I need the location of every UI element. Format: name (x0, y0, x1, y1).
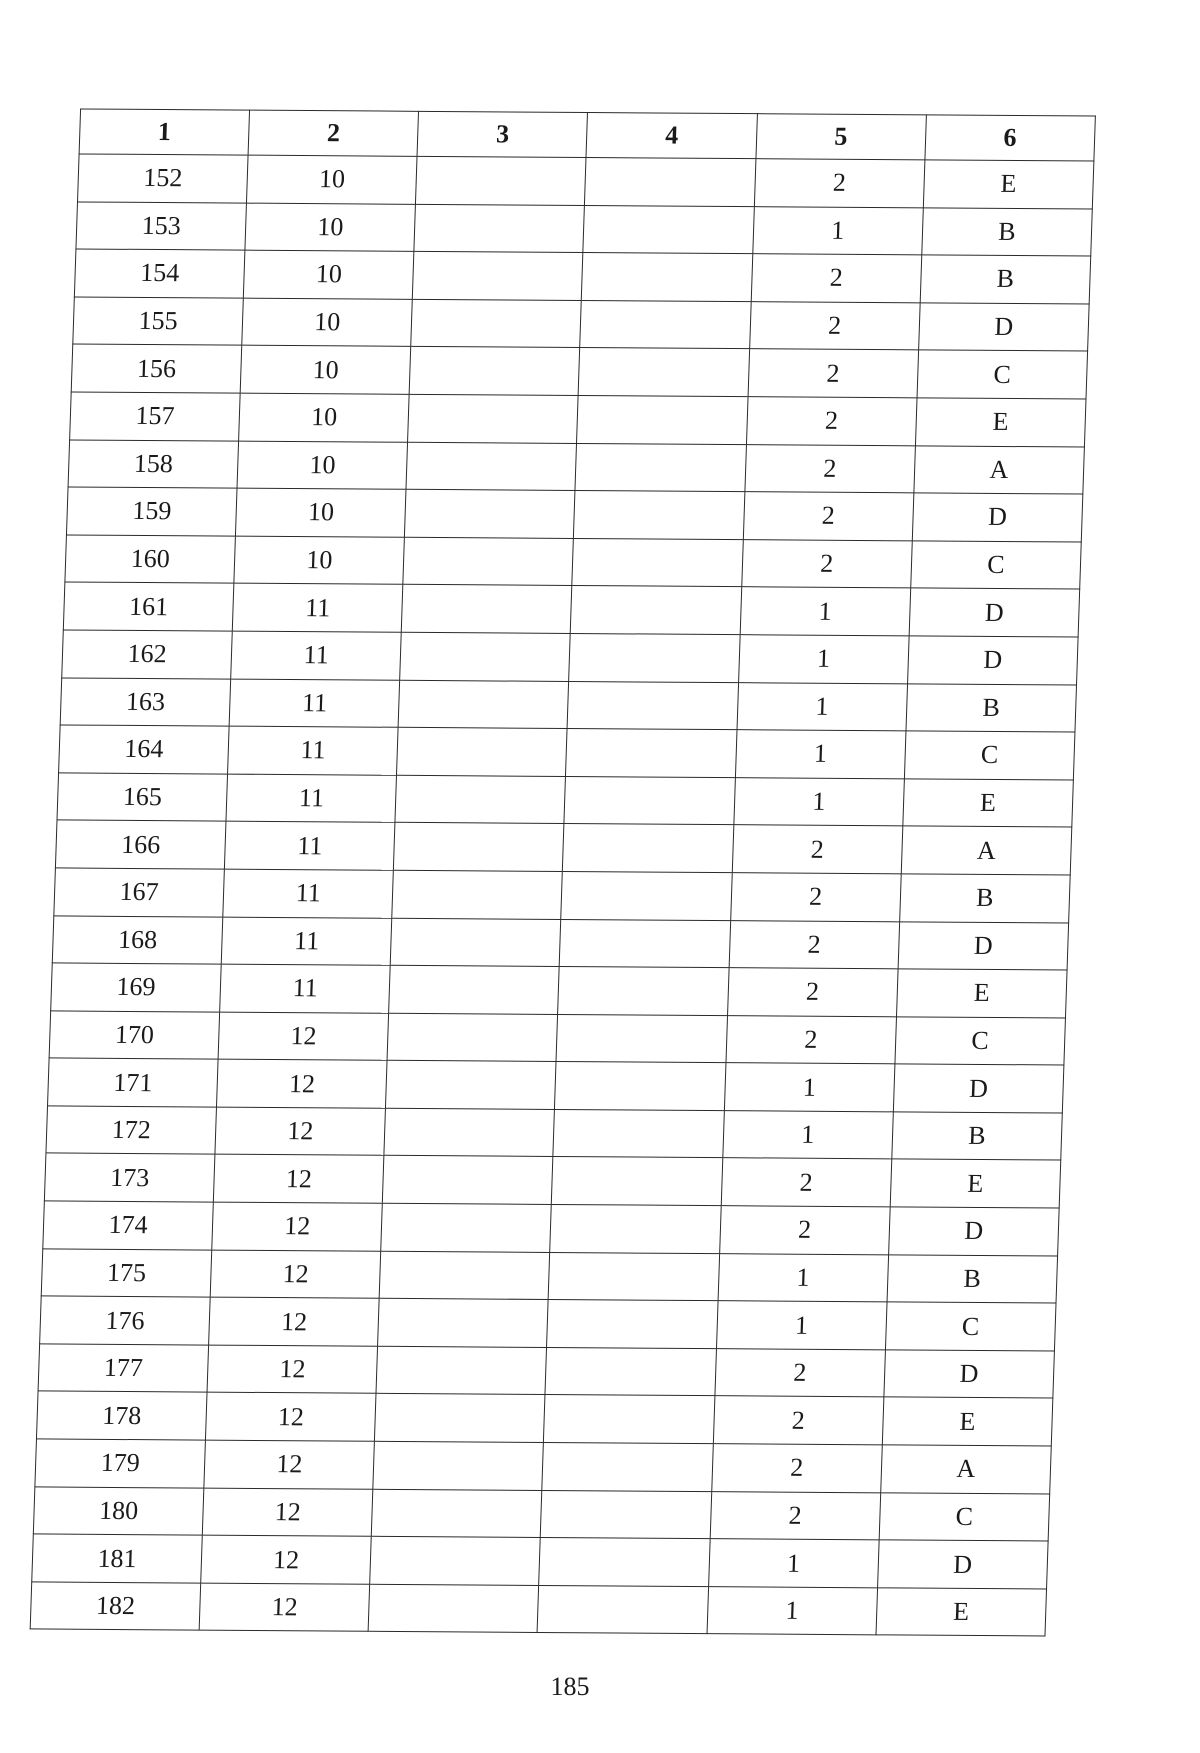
cell-column-4 (563, 824, 734, 873)
cell-column-3 (395, 775, 566, 824)
cell-section: 10 (245, 203, 416, 252)
cell-question-number: 170 (49, 1011, 220, 1060)
cell-section: 12 (199, 1583, 370, 1632)
table-body (30, 154, 1094, 1636)
cell-points: 2 (743, 492, 914, 541)
table-row (66, 487, 1082, 542)
cell-answer: A (881, 1445, 1052, 1494)
cell-answer: A (914, 445, 1085, 494)
cell-section: 12 (201, 1535, 372, 1584)
cell-column-3 (389, 965, 560, 1014)
table-row (33, 1487, 1049, 1542)
cell-question-number: 158 (68, 440, 239, 489)
cell-column-3 (387, 1013, 558, 1062)
cell-section: 11 (229, 679, 400, 728)
table-header (79, 109, 1095, 161)
cell-column-3 (408, 394, 579, 443)
cell-column-4 (539, 1538, 710, 1587)
table-row (36, 1391, 1052, 1446)
cell-section: 12 (202, 1488, 373, 1537)
cell-answer: E (896, 969, 1067, 1018)
cell-column-3 (391, 918, 562, 967)
cell-section: 12 (213, 1155, 384, 1204)
cell-question-number: 181 (32, 1534, 203, 1583)
cell-section: 10 (243, 250, 414, 299)
cell-points: 1 (737, 682, 908, 731)
cell-section: 11 (221, 917, 392, 966)
cell-points: 1 (707, 1586, 878, 1635)
cell-section: 11 (226, 774, 397, 823)
cell-answer: C (917, 350, 1088, 399)
cell-points: 2 (713, 1396, 884, 1445)
cell-points: 2 (730, 873, 901, 922)
table-row (59, 725, 1075, 780)
answer-table-container (30, 108, 1096, 1636)
cell-column-4 (583, 205, 754, 254)
cell-column-3 (414, 204, 585, 253)
cell-answer: D (912, 493, 1083, 542)
cell-points: 1 (724, 1063, 895, 1112)
table-row (57, 773, 1073, 828)
table-row (30, 1582, 1046, 1637)
cell-question-number: 179 (35, 1439, 206, 1488)
cell-column-4 (541, 1490, 712, 1539)
cell-section: 12 (210, 1250, 381, 1299)
cell-question-number: 153 (76, 202, 247, 251)
cell-section: 12 (207, 1345, 378, 1394)
table-row (52, 915, 1068, 970)
table-row (55, 820, 1071, 875)
cell-points: 2 (719, 1206, 890, 1255)
cell-column-4 (549, 1252, 720, 1301)
cell-column-3 (379, 1251, 550, 1300)
cell-column-4 (538, 1585, 709, 1634)
cell-column-3 (386, 1061, 557, 1110)
cell-section: 10 (242, 298, 413, 347)
cell-points: 2 (741, 539, 912, 588)
table-row (71, 344, 1087, 399)
cell-section: 10 (237, 441, 408, 490)
cell-points: 2 (726, 1015, 897, 1064)
cell-answer: B (920, 255, 1091, 304)
cell-points: 2 (749, 301, 920, 350)
page-number: 185 (550, 1672, 590, 1701)
table-row (65, 535, 1081, 590)
cell-section: 10 (247, 155, 418, 204)
cell-section: 12 (217, 1059, 388, 1108)
cell-answer: D (907, 636, 1078, 685)
cell-question-number: 156 (71, 344, 242, 393)
column-header-2: 2 (248, 110, 419, 156)
table-row (68, 440, 1084, 495)
cell-section: 11 (228, 726, 399, 775)
cell-column-3 (400, 632, 571, 681)
table-row (51, 963, 1067, 1018)
column-header-4: 4 (586, 112, 757, 158)
cell-points: 1 (708, 1539, 879, 1588)
cell-column-3 (409, 347, 580, 396)
cell-question-number: 176 (40, 1296, 211, 1345)
cell-question-number: 174 (43, 1201, 214, 1250)
cell-question-number: 166 (55, 820, 226, 869)
cell-question-number: 163 (60, 677, 231, 726)
cell-column-3 (368, 1584, 539, 1633)
table-row (78, 154, 1094, 209)
cell-column-3 (383, 1156, 554, 1205)
cell-points: 2 (751, 254, 922, 303)
cell-points: 2 (729, 920, 900, 969)
table-row (49, 1011, 1065, 1066)
cell-section: 10 (236, 488, 407, 537)
cell-points: 2 (710, 1491, 881, 1540)
table-row (60, 677, 1076, 732)
cell-column-3 (373, 1441, 544, 1490)
cell-column-3 (370, 1537, 541, 1586)
cell-column-4 (582, 253, 753, 302)
cell-question-number: 182 (30, 1582, 201, 1631)
cell-question-number: 162 (62, 630, 233, 679)
cell-answer: E (890, 1159, 1061, 1208)
cell-answer: C (885, 1302, 1056, 1351)
cell-question-number: 171 (48, 1058, 219, 1107)
cell-points: 2 (748, 349, 919, 398)
cell-answer: D (898, 921, 1069, 970)
cell-column-4 (571, 586, 742, 635)
cell-section: 11 (220, 964, 391, 1013)
cell-column-3 (372, 1489, 543, 1538)
cell-answer: D (918, 303, 1089, 352)
cell-answer: B (922, 207, 1093, 256)
cell-points: 2 (754, 159, 925, 208)
cell-answer: B (892, 1112, 1063, 1161)
cell-section: 12 (206, 1393, 377, 1442)
header-row (79, 109, 1095, 161)
cell-question-number: 167 (54, 868, 225, 917)
cell-answer: E (915, 398, 1086, 447)
cell-column-4 (556, 1014, 727, 1063)
table-row (76, 202, 1092, 257)
cell-question-number: 154 (74, 249, 245, 298)
cell-section: 12 (218, 1012, 389, 1061)
cell-column-3 (416, 156, 587, 205)
cell-section: 11 (225, 821, 396, 870)
table-row (40, 1296, 1056, 1351)
cell-column-4 (560, 919, 731, 968)
cell-column-4 (572, 538, 743, 587)
cell-answer: C (910, 541, 1081, 590)
cell-question-number: 180 (33, 1487, 204, 1536)
cell-section: 11 (223, 869, 394, 918)
cell-section: 11 (232, 583, 403, 632)
cell-answer: D (888, 1207, 1059, 1256)
cell-section: 12 (204, 1440, 375, 1489)
cell-question-number: 172 (46, 1106, 217, 1155)
cell-answer: D (877, 1540, 1048, 1589)
cell-section: 12 (209, 1297, 380, 1346)
table-row (44, 1153, 1060, 1208)
table-row (73, 297, 1089, 352)
answer-table (30, 108, 1096, 1636)
column-header-5: 5 (756, 114, 927, 160)
cell-answer: C (879, 1492, 1050, 1541)
cell-column-4 (577, 395, 748, 444)
cell-section: 10 (239, 393, 410, 442)
cell-question-number: 152 (78, 154, 249, 203)
cell-section: 12 (212, 1202, 383, 1251)
cell-answer: D (884, 1350, 1055, 1399)
cell-column-3 (378, 1299, 549, 1348)
cell-answer: D (893, 1064, 1064, 1113)
cell-column-3 (392, 870, 563, 919)
cell-question-number: 159 (66, 487, 237, 536)
cell-column-3 (375, 1394, 546, 1443)
cell-column-4 (579, 348, 750, 397)
cell-section: 12 (215, 1107, 386, 1156)
cell-column-3 (384, 1108, 555, 1157)
cell-answer: E (903, 779, 1074, 828)
cell-column-4 (552, 1157, 723, 1206)
cell-column-3 (376, 1346, 547, 1395)
cell-question-number: 160 (65, 535, 236, 584)
cell-answer: C (904, 731, 1075, 780)
cell-column-4 (568, 681, 739, 730)
cell-column-3 (394, 823, 565, 872)
cell-answer: D (909, 588, 1080, 637)
table-row (62, 630, 1078, 685)
cell-column-4 (585, 157, 756, 206)
cell-points: 2 (721, 1158, 892, 1207)
cell-points: 1 (733, 777, 904, 826)
cell-question-number: 178 (36, 1391, 207, 1440)
cell-column-3 (397, 727, 568, 776)
cell-column-4 (569, 633, 740, 682)
cell-question-number: 164 (59, 725, 230, 774)
cell-column-3 (413, 252, 584, 301)
cell-points: 2 (732, 825, 903, 874)
table-row (46, 1106, 1062, 1161)
cell-column-4 (575, 443, 746, 492)
cell-points: 1 (752, 206, 923, 255)
cell-column-4 (574, 491, 745, 540)
column-header-1: 1 (79, 109, 250, 155)
cell-question-number: 175 (41, 1249, 212, 1298)
cell-points: 2 (745, 444, 916, 493)
cell-answer: E (882, 1397, 1053, 1446)
cell-question-number: 155 (73, 297, 244, 346)
cell-column-3 (411, 299, 582, 348)
cell-question-number: 157 (70, 392, 241, 441)
cell-question-number: 173 (44, 1153, 215, 1202)
cell-points: 1 (738, 635, 909, 684)
cell-points: 2 (727, 968, 898, 1017)
table-row (35, 1439, 1051, 1494)
cell-column-3 (381, 1203, 552, 1252)
cell-answer: B (906, 683, 1077, 732)
cell-column-4 (544, 1395, 715, 1444)
cell-column-4 (542, 1442, 713, 1491)
cell-points: 2 (715, 1348, 886, 1397)
cell-answer: B (887, 1254, 1058, 1303)
table-row (41, 1249, 1057, 1304)
cell-column-4 (580, 300, 751, 349)
cell-column-4 (553, 1109, 724, 1158)
table-row (48, 1058, 1064, 1113)
cell-section: 10 (240, 346, 411, 395)
cell-column-4 (561, 871, 732, 920)
cell-section: 11 (231, 631, 402, 680)
cell-points: 1 (735, 730, 906, 779)
cell-column-4 (566, 729, 737, 778)
cell-points: 1 (722, 1111, 893, 1160)
table-row (63, 582, 1079, 637)
cell-column-3 (405, 489, 576, 538)
cell-question-number: 161 (63, 582, 234, 631)
table-row (74, 249, 1090, 304)
cell-column-3 (398, 680, 569, 729)
cell-section: 10 (234, 536, 405, 585)
cell-question-number: 169 (51, 963, 222, 1012)
cell-points: 2 (746, 397, 917, 446)
cell-answer: A (901, 826, 1072, 875)
table-row (70, 392, 1086, 447)
cell-answer: E (876, 1588, 1047, 1637)
table-row (38, 1344, 1054, 1399)
cell-column-4 (547, 1300, 718, 1349)
cell-column-4 (555, 1062, 726, 1111)
cell-column-4 (545, 1347, 716, 1396)
cell-points: 1 (716, 1301, 887, 1350)
column-header-3: 3 (417, 111, 588, 157)
cell-points: 1 (740, 587, 911, 636)
cell-column-4 (564, 776, 735, 825)
cell-column-4 (550, 1205, 721, 1254)
cell-answer: E (923, 160, 1094, 209)
cell-column-3 (403, 537, 574, 586)
column-header-6: 6 (925, 115, 1096, 161)
table-row (43, 1201, 1059, 1256)
cell-question-number: 165 (57, 773, 228, 822)
cell-question-number: 177 (38, 1344, 209, 1393)
cell-question-number: 168 (52, 915, 223, 964)
cell-column-3 (402, 585, 573, 634)
cell-column-4 (558, 967, 729, 1016)
cell-points: 1 (718, 1253, 889, 1302)
cell-column-3 (406, 442, 577, 491)
cell-answer: C (895, 1017, 1066, 1066)
table-row (54, 868, 1070, 923)
cell-answer: B (899, 874, 1070, 923)
cell-points: 2 (711, 1444, 882, 1493)
table-row (32, 1534, 1048, 1589)
